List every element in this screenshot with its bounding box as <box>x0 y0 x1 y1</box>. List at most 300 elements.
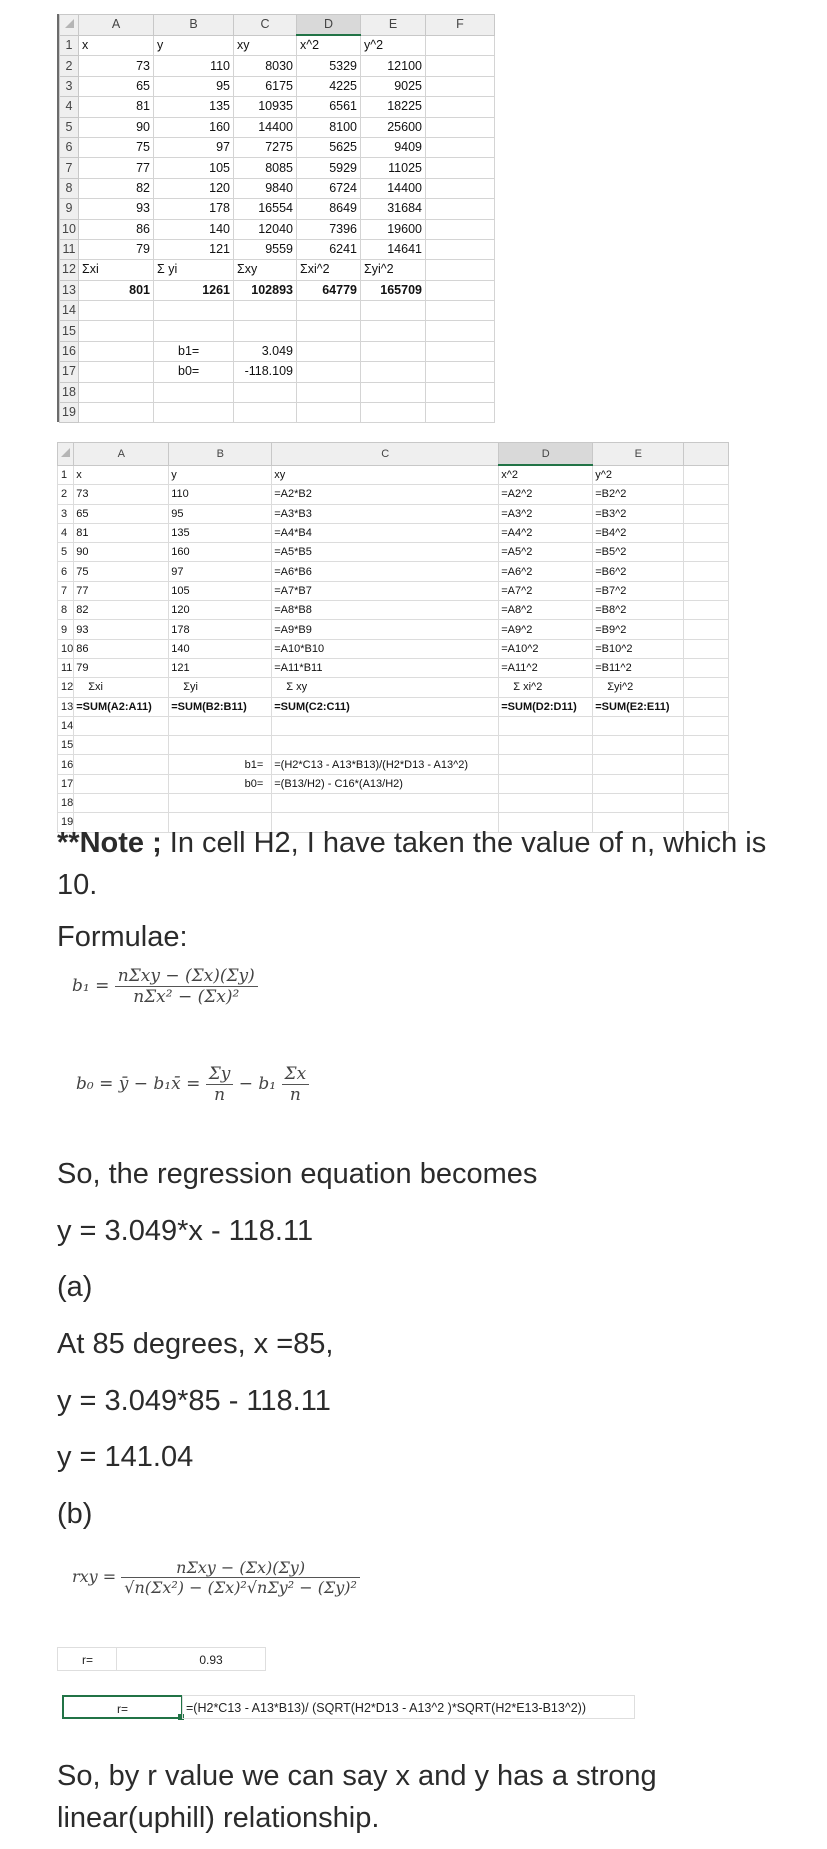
row-header[interactable]: 15 <box>60 321 79 341</box>
cell-e[interactable]: 25600 <box>361 117 426 137</box>
cell-c[interactable]: 3.049 <box>234 341 297 361</box>
column-header[interactable]: D <box>297 15 361 36</box>
cell-c[interactable]: -118.109 <box>234 362 297 382</box>
cell-blank[interactable] <box>684 716 729 735</box>
row-header[interactable]: 12 <box>58 678 74 697</box>
row-header[interactable]: 4 <box>58 523 74 542</box>
cell-c[interactable]: 16554 <box>234 199 297 219</box>
cell-a[interactable]: 81 <box>74 523 169 542</box>
cell-a[interactable]: x <box>79 35 154 56</box>
cell-d[interactable]: 4225 <box>297 76 361 96</box>
cell-blank[interactable] <box>684 465 729 485</box>
cell-d[interactable]: 6561 <box>297 97 361 117</box>
cell-e[interactable]: Σyi^2 <box>361 260 426 280</box>
cell-blank[interactable] <box>684 601 729 620</box>
cell-a[interactable]: 79 <box>79 239 154 259</box>
table-row <box>58 774 729 793</box>
cell-b[interactable]: 135 <box>169 523 272 542</box>
cell-d[interactable]: Σ xi^2 <box>499 678 593 697</box>
cell-d[interactable]: =A8^2 <box>499 601 593 620</box>
cell-d[interactable] <box>297 301 361 321</box>
cell-a[interactable]: 90 <box>74 543 169 562</box>
cell-b[interactable]: 121 <box>154 239 234 259</box>
cell-c[interactable] <box>272 794 499 813</box>
cell-c[interactable]: Σ xy <box>272 678 499 697</box>
row-header[interactable]: 17 <box>60 362 79 382</box>
cell-a[interactable]: 73 <box>79 56 154 76</box>
row-header[interactable]: 3 <box>58 504 74 523</box>
cell-c[interactable]: 9840 <box>234 178 297 198</box>
cell-b[interactable]: Σyi <box>169 678 272 697</box>
cell-b[interactable]: b0= <box>169 774 272 793</box>
cell-d[interactable] <box>499 755 593 774</box>
row-header[interactable]: 7 <box>58 581 74 600</box>
cell-e[interactable]: y^2 <box>361 35 426 56</box>
cell-blank[interactable] <box>684 504 729 523</box>
cell-d[interactable] <box>499 794 593 813</box>
cell-a[interactable] <box>74 716 169 735</box>
row-header[interactable]: 8 <box>60 178 79 198</box>
cell-e[interactable] <box>593 716 684 735</box>
cell-d[interactable]: 6241 <box>297 239 361 259</box>
row-header[interactable]: 7 <box>60 158 79 178</box>
spreadsheet-formulas <box>57 442 737 829</box>
cell-b[interactable]: 110 <box>154 56 234 76</box>
table-row <box>60 199 495 219</box>
cell-a[interactable]: 81 <box>79 97 154 117</box>
cell-b[interactable] <box>154 321 234 341</box>
cell-d[interactable]: 6724 <box>297 178 361 198</box>
cell-e[interactable] <box>361 301 426 321</box>
table-row <box>60 239 495 259</box>
cell-e[interactable]: y^2 <box>593 465 684 485</box>
cell-d[interactable] <box>499 774 593 793</box>
cell-e[interactable]: 12100 <box>361 56 426 76</box>
cell-c[interactable]: xy <box>272 465 499 485</box>
cell-blank[interactable] <box>684 620 729 639</box>
cell-e[interactable] <box>361 321 426 341</box>
cell-e[interactable]: =B7^2 <box>593 581 684 600</box>
table-row <box>60 137 495 157</box>
r-formula-cells <box>62 1695 635 1721</box>
cell-e[interactable]: 9025 <box>361 76 426 96</box>
row-header[interactable]: 10 <box>58 639 74 658</box>
table-row <box>60 158 495 178</box>
cell-d[interactable]: 64779 <box>297 280 361 300</box>
cell-e[interactable]: 11025 <box>361 158 426 178</box>
cell-e[interactable]: =SUM(E2:E11) <box>593 697 684 716</box>
cell-f[interactable] <box>426 239 495 259</box>
b1-denominator: nΣx² − (Σx)² <box>133 987 240 1007</box>
cell-blank[interactable] <box>684 736 729 755</box>
row-header[interactable]: 5 <box>58 543 74 562</box>
cell-a[interactable]: 82 <box>79 178 154 198</box>
cell-f[interactable] <box>426 97 495 117</box>
cell-e[interactable]: =B6^2 <box>593 562 684 581</box>
row-header[interactable]: 19 <box>60 403 79 423</box>
cell-c[interactable]: =A10*B10 <box>272 639 499 658</box>
cell-c[interactable]: Σxy <box>234 260 297 280</box>
column-header[interactable]: B <box>154 15 234 36</box>
column-header[interactable]: F <box>426 15 495 36</box>
cell-c[interactable]: =A7*B7 <box>272 581 499 600</box>
cell-b[interactable]: 135 <box>154 97 234 117</box>
cell-c[interactable]: =(B13/H2) - C16*(A13/H2) <box>272 774 499 793</box>
cell-c[interactable] <box>234 382 297 402</box>
cell-blank[interactable] <box>684 562 729 581</box>
cell-c[interactable]: =A5*B5 <box>272 543 499 562</box>
cell-e[interactable]: 165709 <box>361 280 426 300</box>
cell-b[interactable] <box>169 794 272 813</box>
r-fraction <box>121 1558 360 1597</box>
cell-c[interactable]: =A11*B11 <box>272 658 499 677</box>
cell-e[interactable]: =B3^2 <box>593 504 684 523</box>
cell-d[interactable] <box>297 403 361 423</box>
cell-e[interactable]: =B5^2 <box>593 543 684 562</box>
cell-a[interactable]: 73 <box>74 485 169 504</box>
cell-a[interactable]: 75 <box>74 562 169 581</box>
cell-blank[interactable] <box>684 485 729 504</box>
cell-e[interactable] <box>361 362 426 382</box>
row-header[interactable]: 2 <box>60 56 79 76</box>
row-header[interactable]: 18 <box>60 382 79 402</box>
formulae-label: Formulae: <box>57 921 188 953</box>
cell-b[interactable]: 97 <box>169 562 272 581</box>
cell-blank[interactable] <box>684 581 729 600</box>
cell-a[interactable]: Σxi <box>74 678 169 697</box>
note-paragraph <box>57 822 777 906</box>
row-header[interactable]: 18 <box>58 794 74 813</box>
cell-blank[interactable] <box>684 523 729 542</box>
cell-c[interactable]: xy <box>234 35 297 56</box>
cell-c[interactable]: 10935 <box>234 97 297 117</box>
cell-b[interactable]: y <box>154 35 234 56</box>
cell-d[interactable] <box>297 362 361 382</box>
table-row <box>60 260 495 280</box>
cell-d[interactable]: 5625 <box>297 137 361 157</box>
cell-e[interactable]: 18225 <box>361 97 426 117</box>
cell-b[interactable]: b0= <box>154 362 234 382</box>
b0-frac1-den: n <box>214 1085 226 1105</box>
cell-c[interactable]: 12040 <box>234 219 297 239</box>
cell-e[interactable] <box>593 774 684 793</box>
row-header[interactable]: 6 <box>60 137 79 157</box>
cell-b[interactable] <box>154 301 234 321</box>
cell-c[interactable]: =A6*B6 <box>272 562 499 581</box>
row-header[interactable]: 9 <box>60 199 79 219</box>
cell-c[interactable]: 102893 <box>234 280 297 300</box>
row-header[interactable]: 10 <box>60 219 79 239</box>
cell-f[interactable] <box>426 280 495 300</box>
cell-d[interactable]: =A2^2 <box>499 485 593 504</box>
cell-f[interactable] <box>426 199 495 219</box>
row-header[interactable]: 1 <box>58 465 74 485</box>
cell-d[interactable]: =A5^2 <box>499 543 593 562</box>
select-all-corner[interactable] <box>58 443 74 466</box>
cell-b[interactable] <box>154 382 234 402</box>
table-row <box>58 465 729 485</box>
cell-a[interactable]: 93 <box>74 620 169 639</box>
cell-b[interactable]: 121 <box>169 658 272 677</box>
column-header[interactable]: C <box>234 15 297 36</box>
cell-b[interactable]: 140 <box>154 219 234 239</box>
cell-a[interactable]: 75 <box>79 137 154 157</box>
cell-b[interactable]: 105 <box>154 158 234 178</box>
cell-a[interactable]: 86 <box>74 639 169 658</box>
row-header[interactable]: 4 <box>60 97 79 117</box>
table-row <box>60 403 495 423</box>
table-row <box>60 56 495 76</box>
part-a-answer: y = 141.04 <box>57 1441 194 1473</box>
cell-d[interactable]: 5329 <box>297 56 361 76</box>
row-header[interactable]: 1 <box>60 35 79 56</box>
cell-e[interactable] <box>593 794 684 813</box>
cell-d[interactable]: =A11^2 <box>499 658 593 677</box>
r-formula-value: =(H2*C13 - A13*B13)/ (SQRT(H2*D13 - A13^2 )*SQRT(H2*E13-B13^2)) <box>182 1695 635 1719</box>
cell-blank[interactable] <box>684 774 729 793</box>
cell-e[interactable]: =B10^2 <box>593 639 684 658</box>
cell-e[interactable]: 9409 <box>361 137 426 157</box>
cell-b[interactable]: 160 <box>154 117 234 137</box>
table-row <box>58 716 729 735</box>
cell-d[interactable]: 8100 <box>297 117 361 137</box>
cell-d[interactable]: Σxi^2 <box>297 260 361 280</box>
row-header[interactable]: 14 <box>58 716 74 735</box>
cell-e[interactable]: =B8^2 <box>593 601 684 620</box>
cell-f[interactable] <box>426 260 495 280</box>
cell-b[interactable]: =SUM(B2:B11) <box>169 697 272 716</box>
cell-b[interactable]: b1= <box>154 341 234 361</box>
cell-d[interactable]: 8649 <box>297 199 361 219</box>
cell-e[interactable]: =B4^2 <box>593 523 684 542</box>
cell-c[interactable]: =A3*B3 <box>272 504 499 523</box>
cell-b[interactable] <box>154 403 234 423</box>
row-header[interactable]: 12 <box>60 260 79 280</box>
cell-d[interactable] <box>297 382 361 402</box>
cell-e[interactable] <box>593 736 684 755</box>
row-header[interactable]: 13 <box>60 280 79 300</box>
cell-a[interactable] <box>74 736 169 755</box>
cell-a[interactable] <box>79 382 154 402</box>
cell-b[interactable]: 110 <box>169 485 272 504</box>
cell-c[interactable]: 7275 <box>234 137 297 157</box>
cell-d[interactable] <box>297 321 361 341</box>
cell-d[interactable]: =A3^2 <box>499 504 593 523</box>
cell-e[interactable]: =B2^2 <box>593 485 684 504</box>
cell-f[interactable] <box>426 219 495 239</box>
cell-c[interactable]: 8030 <box>234 56 297 76</box>
cell-b[interactable]: 97 <box>154 137 234 157</box>
column-header[interactable]: D <box>499 443 593 466</box>
cell-c[interactable]: =SUM(C2:C11) <box>272 697 499 716</box>
r-formula-label[interactable]: r= <box>62 1695 183 1719</box>
cell-c[interactable]: =A2*B2 <box>272 485 499 504</box>
cell-b[interactable]: 120 <box>154 178 234 198</box>
table-row <box>58 523 729 542</box>
cell-a[interactable]: 86 <box>79 219 154 239</box>
cell-d[interactable]: =SUM(D2:D11) <box>499 697 593 716</box>
row-header[interactable]: 16 <box>60 341 79 361</box>
cell-c[interactable]: =A4*B4 <box>272 523 499 542</box>
cell-d[interactable]: x^2 <box>499 465 593 485</box>
cell-f[interactable] <box>426 362 495 382</box>
cell-d[interactable]: =A9^2 <box>499 620 593 639</box>
cell-e[interactable]: 14641 <box>361 239 426 259</box>
cell-blank[interactable] <box>684 658 729 677</box>
cell-a[interactable] <box>79 341 154 361</box>
cell-f[interactable] <box>426 35 495 56</box>
cell-c[interactable]: =A9*B9 <box>272 620 499 639</box>
cell-a[interactable]: 65 <box>74 504 169 523</box>
cell-d[interactable]: =A10^2 <box>499 639 593 658</box>
cell-f[interactable] <box>426 403 495 423</box>
cell-b[interactable]: 120 <box>169 601 272 620</box>
cell-c[interactable]: 9559 <box>234 239 297 259</box>
cell-c[interactable]: =A8*B8 <box>272 601 499 620</box>
table-row <box>60 362 495 382</box>
row-header[interactable]: 11 <box>58 658 74 677</box>
row-header[interactable]: 3 <box>60 76 79 96</box>
row-header[interactable]: 2 <box>58 485 74 504</box>
cell-blank[interactable] <box>684 543 729 562</box>
cell-d[interactable]: =A4^2 <box>499 523 593 542</box>
cell-f[interactable] <box>426 341 495 361</box>
cell-f[interactable] <box>426 301 495 321</box>
row-header[interactable]: 13 <box>58 697 74 716</box>
cell-f[interactable] <box>426 382 495 402</box>
cell-a[interactable]: 79 <box>74 658 169 677</box>
cell-f[interactable] <box>426 178 495 198</box>
cell-c[interactable] <box>234 301 297 321</box>
cell-blank[interactable] <box>684 639 729 658</box>
cell-b[interactable]: b1= <box>169 755 272 774</box>
cell-c[interactable]: 14400 <box>234 117 297 137</box>
cell-a[interactable]: Σxi <box>79 260 154 280</box>
column-header[interactable]: C <box>272 443 499 466</box>
cell-a[interactable] <box>74 794 169 813</box>
cell-b[interactable] <box>169 716 272 735</box>
cell-c[interactable] <box>272 736 499 755</box>
cell-e[interactable] <box>361 341 426 361</box>
cell-e[interactable]: =B11^2 <box>593 658 684 677</box>
row-header[interactable]: 8 <box>58 601 74 620</box>
cell-b[interactable]: 1261 <box>154 280 234 300</box>
cell-a[interactable]: 77 <box>79 158 154 178</box>
cell-f[interactable] <box>426 117 495 137</box>
cell-b[interactable]: 178 <box>169 620 272 639</box>
cell-c[interactable] <box>234 321 297 341</box>
cell-d[interactable]: 7396 <box>297 219 361 239</box>
cell-e[interactable] <box>361 382 426 402</box>
row-header[interactable]: 9 <box>58 620 74 639</box>
cell-f[interactable] <box>426 76 495 96</box>
cell-e[interactable] <box>593 755 684 774</box>
cell-d[interactable]: x^2 <box>297 35 361 56</box>
cell-a[interactable] <box>79 301 154 321</box>
cell-a[interactable] <box>79 403 154 423</box>
cell-d[interactable]: 5929 <box>297 158 361 178</box>
cell-b[interactable]: 160 <box>169 543 272 562</box>
column-header[interactable]: E <box>361 15 426 36</box>
cell-d[interactable]: =A7^2 <box>499 581 593 600</box>
cell-d[interactable] <box>499 716 593 735</box>
cell-a[interactable]: 82 <box>74 601 169 620</box>
table-row <box>58 562 729 581</box>
column-header[interactable]: A <box>74 443 169 466</box>
cell-e[interactable]: =B9^2 <box>593 620 684 639</box>
cell-b[interactable]: 95 <box>154 76 234 96</box>
cell-a[interactable]: 801 <box>79 280 154 300</box>
cell-e[interactable]: 19600 <box>361 219 426 239</box>
cell-c[interactable]: =(H2*C13 - A13*B13)/(H2*D13 - A13^2) <box>272 755 499 774</box>
cell-a[interactable] <box>74 755 169 774</box>
cell-blank[interactable] <box>684 697 729 716</box>
cell-a[interactable]: 65 <box>79 76 154 96</box>
part-a-line-2: y = 3.049*85 - 118.11 <box>57 1385 331 1417</box>
cell-a[interactable] <box>74 774 169 793</box>
cell-c[interactable]: 6175 <box>234 76 297 96</box>
cell-e[interactable]: 14400 <box>361 178 426 198</box>
cell-b[interactable]: y <box>169 465 272 485</box>
table-row <box>60 341 495 361</box>
cell-b[interactable]: Σ yi <box>154 260 234 280</box>
column-header[interactable]: E <box>593 443 684 466</box>
column-header[interactable]: A <box>79 15 154 36</box>
cell-a[interactable] <box>79 362 154 382</box>
cell-e[interactable] <box>361 403 426 423</box>
cell-b[interactable]: 140 <box>169 639 272 658</box>
b0-fraction-1 <box>206 1064 234 1105</box>
cell-a[interactable]: x <box>74 465 169 485</box>
cell-d[interactable] <box>499 736 593 755</box>
cell-b[interactable]: 178 <box>154 199 234 219</box>
cell-blank[interactable] <box>684 794 729 813</box>
row-header[interactable]: 14 <box>60 301 79 321</box>
cell-b[interactable]: 105 <box>169 581 272 600</box>
row-header[interactable]: 16 <box>58 755 74 774</box>
row-header[interactable]: 17 <box>58 774 74 793</box>
row-header[interactable]: 19 <box>58 813 74 832</box>
cell-a[interactable]: 93 <box>79 199 154 219</box>
cell-a[interactable]: 90 <box>79 117 154 137</box>
select-all-corner[interactable] <box>60 15 79 36</box>
table-row <box>60 280 495 300</box>
cell-e[interactable]: Σyi^2 <box>593 678 684 697</box>
row-header[interactable]: 15 <box>58 736 74 755</box>
cell-d[interactable]: =A6^2 <box>499 562 593 581</box>
cell-f[interactable] <box>426 137 495 157</box>
cell-f[interactable] <box>426 56 495 76</box>
cell-c[interactable]: 8085 <box>234 158 297 178</box>
cell-d[interactable] <box>297 341 361 361</box>
cell-a[interactable]: 77 <box>74 581 169 600</box>
cell-f[interactable] <box>426 321 495 341</box>
cell-f[interactable] <box>426 158 495 178</box>
cell-e[interactable]: 31684 <box>361 199 426 219</box>
cell-c[interactable] <box>272 716 499 735</box>
cell-blank[interactable] <box>684 755 729 774</box>
cell-c[interactable] <box>234 403 297 423</box>
row-header[interactable]: 11 <box>60 239 79 259</box>
cell-b[interactable]: 95 <box>169 504 272 523</box>
cell-a[interactable] <box>79 321 154 341</box>
row-header[interactable]: 5 <box>60 117 79 137</box>
cell-b[interactable] <box>169 736 272 755</box>
row-header[interactable]: 6 <box>58 562 74 581</box>
cell-a[interactable]: =SUM(A2:A11) <box>74 697 169 716</box>
column-header[interactable]: B <box>169 443 272 466</box>
cell-blank[interactable] <box>684 678 729 697</box>
